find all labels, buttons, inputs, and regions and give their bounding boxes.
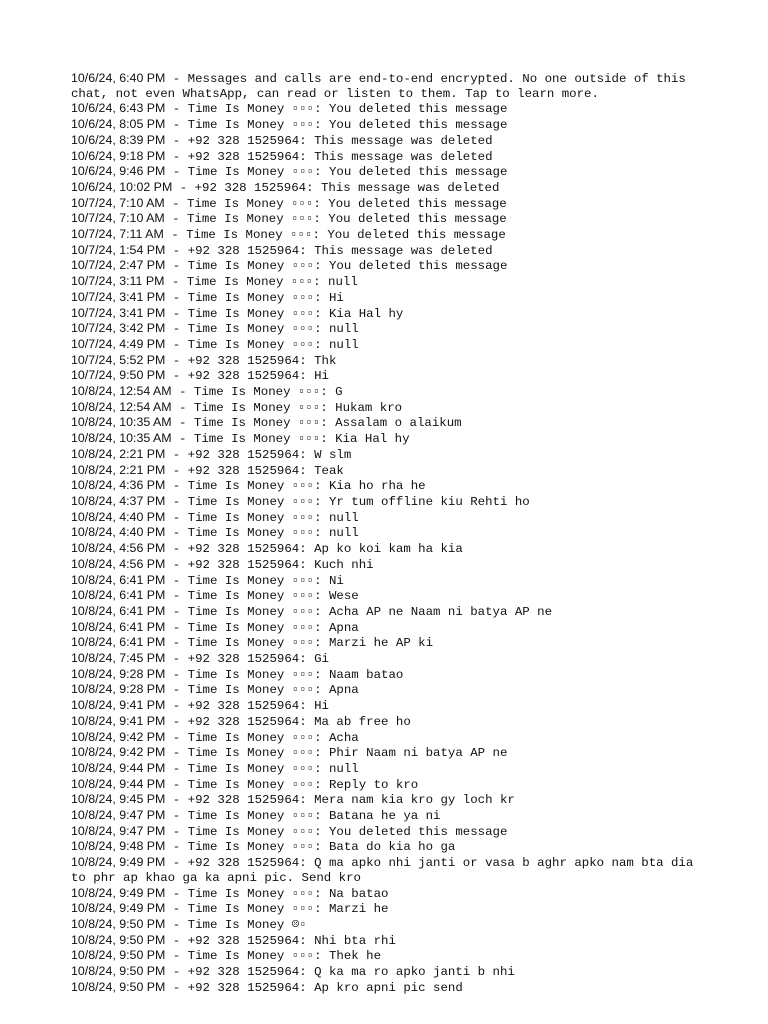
message-text: - Messages and calls are end-to-end encrypted. No one outside of this chat, not even WhatsApp, can read or listen to them. Tap to learn more. [71, 72, 694, 101]
message-timestamp: 10/8/24, 9:42 PM [71, 729, 166, 744]
chat-line [71, 573, 711, 589]
message-timestamp: 10/8/24, 6:41 PM [71, 603, 166, 618]
message-text: - +92 328 1525964: Q ma apko nhi janti or vasa b aghr apko nam bta dia to phr ap khao ga ka apni pic. Send kro [71, 856, 701, 885]
message-text: - +92 328 1525964: Kuch nhi [165, 557, 374, 572]
message-timestamp: 10/7/24, 3:11 PM [71, 274, 165, 289]
chat-line [71, 730, 711, 746]
chat-line [71, 588, 711, 604]
message-timestamp: 10/8/24, 4:56 PM [71, 541, 166, 556]
chat-line [71, 447, 711, 463]
message-timestamp: 10/8/24, 9:47 PM [71, 808, 166, 823]
message-timestamp: 10/8/24, 9:49 PM [71, 855, 166, 870]
chat-line [71, 792, 711, 808]
message-timestamp: 10/8/24, 10:35 AM [71, 431, 172, 446]
message-timestamp: 10/8/24, 9:42 PM [71, 745, 166, 760]
message-timestamp: 10/8/24, 9:44 PM [71, 776, 166, 791]
message-timestamp: 10/8/24, 9:41 PM [71, 698, 166, 713]
message-text: - Time Is Money ▫▫▫: You deleted this message [164, 212, 507, 227]
message-text: - Time Is Money ▫▫▫: Ni [165, 573, 344, 588]
chat-line [71, 980, 711, 996]
chat-line [71, 808, 711, 824]
message-text: - +92 328 1525964: W slm [165, 447, 352, 462]
chat-line [71, 839, 711, 855]
message-timestamp: 10/8/24, 9:28 PM [71, 682, 166, 697]
message-text: - +92 328 1525964: Hi [165, 699, 329, 714]
message-timestamp: 10/7/24, 1:54 PM [71, 242, 166, 257]
message-text: - +92 328 1525964: Nhi bta rhi [165, 933, 396, 948]
message-text: - Time Is Money ▫▫▫: Marzi he AP ki [165, 636, 434, 651]
chat-line [71, 541, 711, 557]
chat-line [71, 494, 711, 510]
chat-line [71, 353, 711, 369]
chat-line [71, 196, 711, 212]
message-timestamp: 10/7/24, 5:52 PM [71, 352, 166, 367]
chat-line [71, 71, 711, 101]
message-timestamp: 10/8/24, 9:28 PM [71, 666, 166, 681]
chat-line [71, 761, 711, 777]
message-text: - Time Is Money ▫▫▫: Bata do kia ho ga [165, 840, 456, 855]
message-timestamp: 10/8/24, 9:49 PM [71, 885, 166, 900]
message-text: - Time Is Money ▫▫▫: Batana he ya ni [165, 809, 441, 824]
message-text: - Time Is Money ▫▫▫: null [165, 526, 359, 541]
chat-line [71, 855, 711, 885]
message-timestamp: 10/7/24, 9:50 PM [71, 368, 166, 383]
message-timestamp: 10/8/24, 9:41 PM [71, 713, 166, 728]
message-text: - Time Is Money ▫▫▫: Kia Hal hy [165, 306, 404, 321]
message-timestamp: 10/8/24, 12:54 AM [71, 399, 172, 414]
chat-line [71, 933, 711, 949]
message-timestamp: 10/8/24, 4:37 PM [71, 493, 166, 508]
message-text: - Time Is Money ▫▫▫: G [171, 385, 343, 400]
message-text: - Time Is Money ▫▫▫: Acha [165, 730, 359, 745]
chat-export-document [71, 71, 711, 995]
chat-line [71, 337, 711, 353]
message-timestamp: 10/8/24, 9:50 PM [71, 964, 166, 979]
chat-line [71, 321, 711, 337]
message-text: - Time Is Money ▫▫▫: Assalam o alaikum [171, 416, 462, 431]
chat-line [71, 290, 711, 306]
message-text: - +92 328 1525964: This message was deleted [172, 180, 500, 195]
message-text: - +92 328 1525964: Thk [165, 353, 337, 368]
message-timestamp: 10/8/24, 7:45 PM [71, 651, 166, 666]
chat-line [71, 651, 711, 667]
chat-line [71, 635, 711, 651]
message-timestamp: 10/7/24, 2:47 PM [71, 258, 166, 273]
chat-line [71, 211, 711, 227]
message-timestamp: 10/6/24, 8:39 PM [71, 132, 166, 147]
message-text: - Time Is Money ▫▫▫: You deleted this message [164, 196, 507, 211]
chat-line [71, 117, 711, 133]
message-text: - Time Is Money ▫▫▫: Naam batao [165, 667, 404, 682]
message-timestamp: 10/8/24, 4:56 PM [71, 556, 166, 571]
message-timestamp: 10/8/24, 9:50 PM [71, 932, 166, 947]
message-timestamp: 10/7/24, 7:10 AM [71, 211, 165, 226]
message-timestamp: 10/6/24, 6:43 PM [71, 101, 166, 116]
chat-line [71, 400, 711, 416]
message-text: - Time Is Money ▫▫▫: Acha AP ne Naam ni batya AP ne [165, 604, 553, 619]
chat-line [71, 557, 711, 573]
message-text: - +92 328 1525964: Ap ko koi kam ha kia [165, 542, 463, 557]
chat-line [71, 964, 711, 980]
chat-line [71, 478, 711, 494]
message-text: - Time Is Money ▫▫▫: null [165, 510, 359, 525]
chat-line [71, 667, 711, 683]
message-timestamp: 10/7/24, 3:41 PM [71, 289, 166, 304]
chat-line [71, 227, 711, 243]
message-text: - Time Is Money ▫▫▫: null [165, 337, 359, 352]
message-text: - Time Is Money ▫▫▫: Kia ho rha he [165, 479, 426, 494]
message-text: - Time Is Money ▫▫▫: You deleted this message [165, 824, 508, 839]
message-timestamp: 10/8/24, 9:50 PM [71, 948, 166, 963]
message-text: - Time Is Money ▫▫▫: You deleted this message [163, 228, 506, 243]
message-text: - Time Is Money ▫▫▫: Na batao [165, 886, 389, 901]
message-text: - Time Is Money ▫▫▫: Yr tum offline kiu Rehti ho [165, 494, 530, 509]
message-timestamp: 10/7/24, 7:11 AM [71, 227, 164, 242]
chat-line [71, 682, 711, 698]
chat-line [71, 243, 711, 259]
message-timestamp: 10/8/24, 12:54 AM [71, 384, 172, 399]
message-text: - Time Is Money ▫▫▫: Reply to kro [165, 777, 419, 792]
message-text: - +92 328 1525964: Ap kro apni pic send [165, 980, 463, 995]
message-text: - Time Is Money ▫▫▫: Phir Naam ni batya AP ne [165, 746, 508, 761]
chat-line [71, 368, 711, 384]
chat-line [71, 384, 711, 400]
chat-line [71, 698, 711, 714]
chat-line [71, 745, 711, 761]
message-timestamp: 10/8/24, 2:21 PM [71, 446, 166, 461]
message-timestamp: 10/8/24, 6:41 PM [71, 588, 166, 603]
message-timestamp: 10/6/24, 6:40 PM [71, 71, 166, 85]
message-text: - Time Is Money ▫▫▫: Hi [165, 290, 344, 305]
chat-line [71, 824, 711, 840]
message-text: - Time Is Money ▫▫▫: null [165, 761, 359, 776]
message-timestamp: 10/7/24, 3:41 PM [71, 305, 166, 320]
chat-line [71, 777, 711, 793]
chat-line [71, 133, 711, 149]
message-text: - +92 328 1525964: Hi [165, 369, 329, 384]
message-timestamp: 10/8/24, 9:50 PM [71, 979, 166, 994]
message-text: - +92 328 1525964: Q ka ma ro apko janti b nhi [165, 965, 515, 980]
chat-line [71, 258, 711, 274]
message-text: - Time Is Money ▫▫▫: Kia Hal hy [171, 432, 410, 447]
message-timestamp: 10/8/24, 9:44 PM [71, 760, 166, 775]
message-timestamp: 10/7/24, 3:42 PM [71, 321, 166, 336]
message-timestamp: 10/8/24, 6:41 PM [71, 635, 166, 650]
message-text: - Time Is Money ▫▫▫: Marzi he [165, 902, 389, 917]
message-text: - Time Is Money ▫▫▫: null [165, 322, 359, 337]
chat-line [71, 415, 711, 431]
message-text: - +92 328 1525964: Ma ab free ho [165, 714, 411, 729]
message-timestamp: 10/7/24, 4:49 PM [71, 336, 166, 351]
message-timestamp: 10/8/24, 9:50 PM [71, 916, 166, 931]
message-text: - Time Is Money ▫▫▫: Hukam kro [171, 400, 403, 415]
message-timestamp: 10/8/24, 9:47 PM [71, 823, 166, 838]
message-text: - Time Is Money ▫▫▫: Apna [165, 683, 359, 698]
message-text: - +92 328 1525964: Teak [165, 463, 344, 478]
message-timestamp: 10/8/24, 6:41 PM [71, 572, 166, 587]
message-text: - Time Is Money ▫▫▫: You deleted this message [165, 259, 508, 274]
message-timestamp: 10/6/24, 9:46 PM [71, 164, 166, 179]
message-text: - Time Is Money ▫▫▫: You deleted this message [165, 102, 508, 117]
message-timestamp: 10/6/24, 10:02 PM [71, 179, 173, 194]
chat-line [71, 306, 711, 322]
message-text: - +92 328 1525964: Gi [165, 652, 329, 667]
chat-line [71, 917, 711, 933]
message-timestamp: 10/8/24, 9:48 PM [71, 839, 166, 854]
chat-line [71, 463, 711, 479]
message-text: - Time Is Money ▫▫▫: You deleted this message [165, 118, 508, 133]
chat-line [71, 101, 711, 117]
chat-line [71, 525, 711, 541]
message-text: - Time Is Money ▫▫▫: Apna [165, 620, 359, 635]
message-timestamp: 10/8/24, 9:45 PM [71, 792, 166, 807]
chat-line [71, 620, 711, 636]
message-text: - Time Is Money ▫▫▫: Wese [165, 589, 359, 604]
chat-line [71, 180, 711, 196]
message-timestamp: 10/8/24, 4:40 PM [71, 509, 166, 524]
message-timestamp: 10/6/24, 8:05 PM [71, 117, 166, 132]
message-text: - Time Is Money ☹▫ [165, 917, 307, 932]
message-text: - +92 328 1525964: This message was deleted [165, 149, 493, 164]
message-timestamp: 10/8/24, 4:40 PM [71, 525, 166, 540]
message-timestamp: 10/8/24, 2:21 PM [71, 462, 166, 477]
message-text: - +92 328 1525964: This message was deleted [165, 243, 493, 258]
message-text: - Time Is Money ▫▫▫: null [164, 275, 358, 290]
chat-line [71, 510, 711, 526]
chat-line [71, 274, 711, 290]
message-timestamp: 10/8/24, 9:49 PM [71, 901, 166, 916]
message-text: - Time Is Money ▫▫▫: Thek he [165, 949, 382, 964]
chat-line [71, 901, 711, 917]
chat-line [71, 431, 711, 447]
message-text: - +92 328 1525964: Mera nam kia kro gy loch kr [165, 793, 515, 808]
chat-line [71, 604, 711, 620]
message-text: - Time Is Money ▫▫▫: You deleted this message [165, 165, 508, 180]
chat-line [71, 164, 711, 180]
message-timestamp: 10/7/24, 7:10 AM [71, 195, 165, 210]
message-timestamp: 10/8/24, 4:36 PM [71, 478, 166, 493]
message-timestamp: 10/8/24, 6:41 PM [71, 619, 166, 634]
message-timestamp: 10/6/24, 9:18 PM [71, 148, 166, 163]
chat-line [71, 948, 711, 964]
chat-line [71, 149, 711, 165]
message-timestamp: 10/8/24, 10:35 AM [71, 415, 172, 430]
chat-line [71, 714, 711, 730]
chat-line [71, 886, 711, 902]
message-text: - +92 328 1525964: This message was deleted [165, 133, 493, 148]
